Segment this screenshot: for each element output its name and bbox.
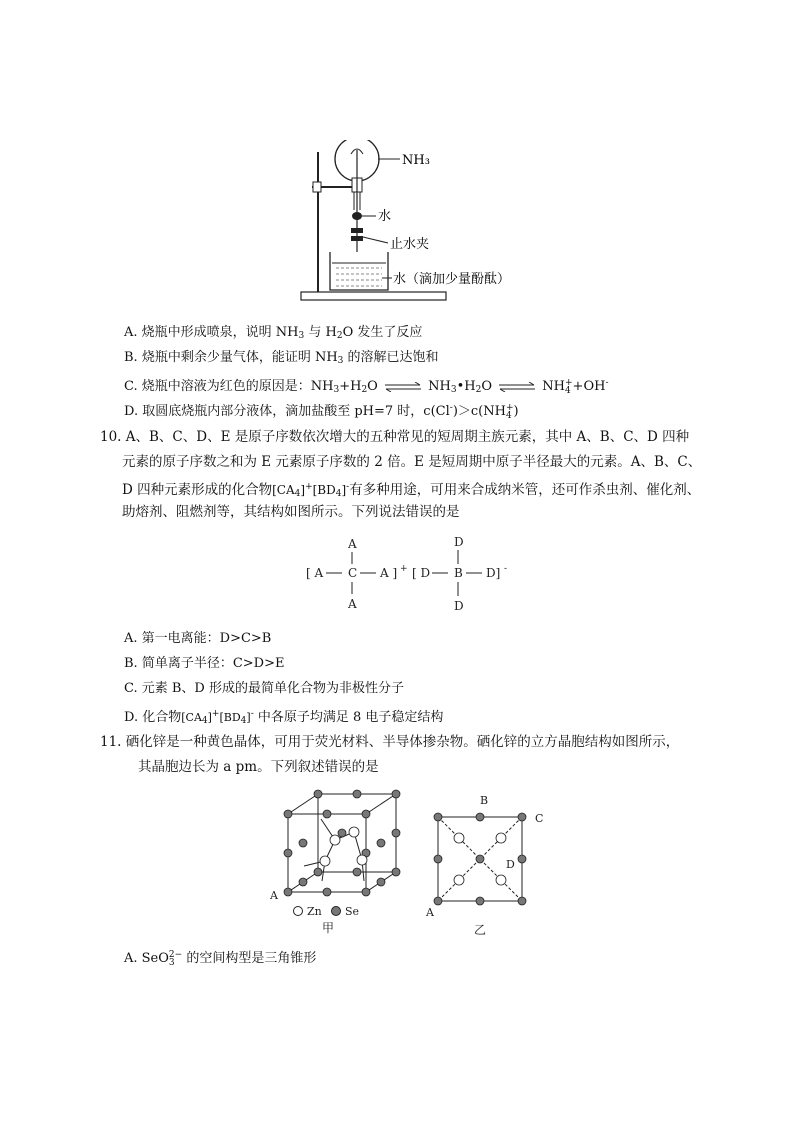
q10-stem-line-3: D 四种元素形成的化合物$[CA_4]^+[BD_4]^-$有多种用途，可用来合成纳米管，还可作杀虫剂、催化剂、 — [122, 482, 701, 499]
svg-text:-: - — [504, 564, 508, 574]
legend-se: Se — [345, 905, 360, 918]
svg-text:[ D: [ D — [412, 566, 431, 580]
svg-text:D]: D] — [486, 566, 501, 580]
q9-option-c: C. 烧瓶中溶液为红色的原因是：$NH_3+H_2O$ $NH_3•H_2O$ NH + 4 +OH- — [124, 377, 609, 396]
q11-stem-line-2: 其晶胞边长为 a pm。下列叙述错误的是 — [138, 759, 379, 775]
svg-text:D: D — [454, 599, 464, 613]
svg-text:A ]: A ] — [380, 566, 398, 580]
q10-stem-line-4: 助熔剂、阻燃剂等，其结构如图所示。下列说法错误的是 — [122, 504, 460, 520]
zinc-selenide-unit-cell-figure — [266, 786, 416, 936]
q10-option-d: D. 化合物$[CA_4]^+[BD_4]^-$ 中各原子均满足 8 电子稳定结构 — [124, 709, 444, 726]
q9-option-b: B. 烧瓶中剩余少量气体，能证明 $NH_3$ 的溶解已达饱和 — [124, 350, 439, 366]
svg-text:C: C — [348, 566, 358, 580]
q10-option-a: A. 第一电离能：D>C>B — [124, 631, 272, 646]
label-ammonia: NH₃ — [402, 153, 430, 168]
svg-text:A: A — [348, 537, 357, 551]
svg-text:A: A — [270, 889, 278, 902]
svg-text:A: A — [426, 906, 434, 919]
ionic-structure-diagram — [300, 534, 520, 618]
fountain-apparatus-figure — [296, 140, 556, 310]
q9-option-d: D. 取圆底烧瓶内部分液体，滴加盐酸至 pH=7 时，c(Cl-)＞c(NH + 4 ) — [124, 402, 519, 421]
q10-option-b: B. 简单离子半径：C>D>E — [124, 656, 285, 671]
label-beaker-water: 水（滴加少量酚酞） — [393, 272, 511, 287]
q11-stem-line-1: 11. 硒化锌是一种黄色晶体，可用于荧光材料、半导体掺杂物。硒化锌的立方晶胞结构如图所示， — [100, 734, 680, 750]
q10-stem-line-2: 元素的原子序数之和为 E 元素原子序数的 2 倍。E 是短周期中原子半径最大的元素。A、B、C、 — [122, 454, 702, 470]
figure-label-jia: 甲 — [322, 921, 335, 935]
svg-text:C: C — [535, 812, 544, 825]
legend-zn: Zn — [307, 905, 322, 918]
q11-option-a: A. SeO 2− 3 的空间构型是三角锥形 — [124, 949, 317, 968]
svg-text:D: D — [506, 858, 515, 871]
label-water-clamp: 止水夹 — [390, 237, 430, 252]
svg-text:A: A — [348, 597, 357, 611]
svg-text:B: B — [454, 566, 463, 580]
label-water: 水 — [378, 209, 392, 224]
formula-ca4-bd4: $[CA_4]^+[BD_4]^-$ — [272, 482, 350, 499]
q10-option-c: C. 元素 B、D 形成的最简单化合物为非极性分子 — [124, 681, 404, 696]
equilibrium-arrow-icon — [384, 382, 422, 392]
q9-option-a: A. 烧瓶中形成喷泉，说明 $NH_3$ 与 $H_2O$ 发生了反应 — [124, 325, 423, 341]
svg-text:+: + — [400, 564, 408, 574]
unit-cell-projection-figure — [422, 790, 552, 936]
svg-text:D: D — [454, 535, 464, 549]
q10-stem-line-1: 10. A、B、C、D、E 是原子序数依次增大的五种常见的短周期主族元素，其中 A、B、C、D 四种 — [100, 429, 690, 445]
svg-text:[ A: [ A — [306, 566, 324, 580]
svg-text:B: B — [480, 794, 489, 807]
equilibrium-arrow-icon — [498, 382, 536, 392]
figure-label-yi: 乙 — [474, 923, 487, 936]
